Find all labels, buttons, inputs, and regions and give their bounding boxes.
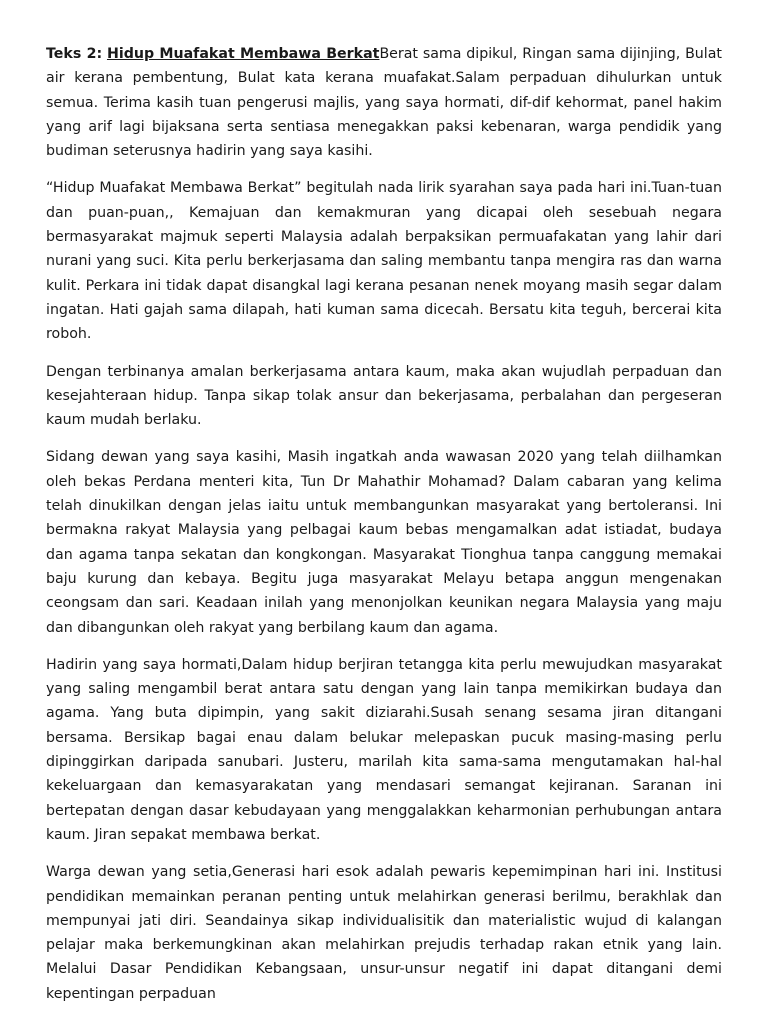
paragraph-5: Hadirin yang saya hormati,Dalam hidup berjiran tetangga kita perlu mewujudkan masyarakat yang saling mengambil berat antara satu dengan yang lain tanpa memikirkan budaya dan agama. Yang buta dipimpin, yang sakit diziarahi.Susah senang sesama jiran ditangani bersama. Bersikap bagai enau dalam belukar melepaskan pucuk masing-masing perlu dipinggirkan daripada sanubari. Justeru, marilah kita sama-sama mengutamakan hal-hal kekeluargaan dan kemasyarakatan yang mendasari semangat kejiranan. Saranan ini bertepatan dengan dasar kebudayaan yang menggalakkan keharmonian perhubungan antara kaum. Jiran sepakat membawa berkat. [46,656,722,843]
paragraph-4: Sidang dewan yang saya kasihi, Masih ingatkah anda wawasan 2020 yang telah diilhamkan oleh bekas Perdana menteri kita, Tun Dr Mahathir Mohamad? Dalam cabaran yang kelima telah dinukilkan dengan jelas iaitu untuk membangunkan masyarakat yang bertoleransi. Ini bermakna rakyat Malaysia yang pelbagai kaum bebas mengamalkan adat istiadat, budaya dan agama tanpa sekatan dan kongkongan. Masyarakat Tionghua tanpa canggung memakai baju kurung dan kebaya. Begitu juga masyarakat Melayu betapa anggun mengenakan ceongsam dan sari. Keadaan inilah yang menonjolkan keunikan negara Malaysia yang maju dan dibangunkan oleh rakyat yang berbilang kaum dan agama. [46,449,722,636]
paragraph-1 [46,42,722,163]
paragraph-text: Berat sama dipikul, Ringan sama dijinjing, Bulat air kerana pembentung, Bulat kata kerana muafakat.Salam perpaduan dihulurkan untuk semua. Terima kasih tuan pengerusi majlis, yang saya hormati, dif-dif kehormat, panel hakim yang arif lagi bijaksana serta sentiasa menegakkan paksi kebenaran, warga pendidik yang budiman seterusnya hadirin yang saya kasihi. [46,46,722,160]
paragraph-3: Dengan terbinanya amalan berkerjasama antara kaum, maka akan wujudlah perpaduan dan kesejahteraan hidup. Tanpa sikap tolak ansur dan bekerjasama, perbalahan dan pergeseran kaum mudah berlaku. [46,363,722,429]
document-title: Hidup Muafakat Membawa Berkat [106,46,380,62]
paragraph-2: “Hidup Muafakat Membawa Berkat” begitulah nada lirik syarahan saya pada hari ini.Tuan-tuan dan puan-puan,, Kemajuan dan kemakmuran yang dicapai oleh sesebuah negara bermasyarakat majmuk seperti Malaysia adalah berpaksikan permuafakatan yang lahir dari nurani yang suci. Kita perlu berkerjasama dan saling membantu tanpa mengira ras dan warna kulit. Perkara ini tidak dapat disangkal lagi kerana pesanan nenek moyang masih segar dalam ingatan. Hati gajah sama dilapah, hati kuman sama dicecah. Bersatu kita teguh, bercerai kita roboh. [46,180,722,343]
section-label: Teks 2: [46,46,103,62]
document-body [46,42,722,1019]
paragraph-6: Warga dewan yang setia,Generasi hari esok adalah pewaris kepemimpinan hari ini. Institusi pendidikan memainkan peranan penting untuk melahirkan generasi berilmu, berakhlak dan mempunyai jati diri. Seandainya sikap individualisitik dan materialistic wujud di kalangan pelajar maka berkemungkinan akan melahirkan prejudis terhadap rakan etnik yang lain. Melalui Dasar Pendidikan Kebangsaan, unsur-unsur negatif ini dapat ditangani demi kepentingan perpaduan [46,864,722,1002]
